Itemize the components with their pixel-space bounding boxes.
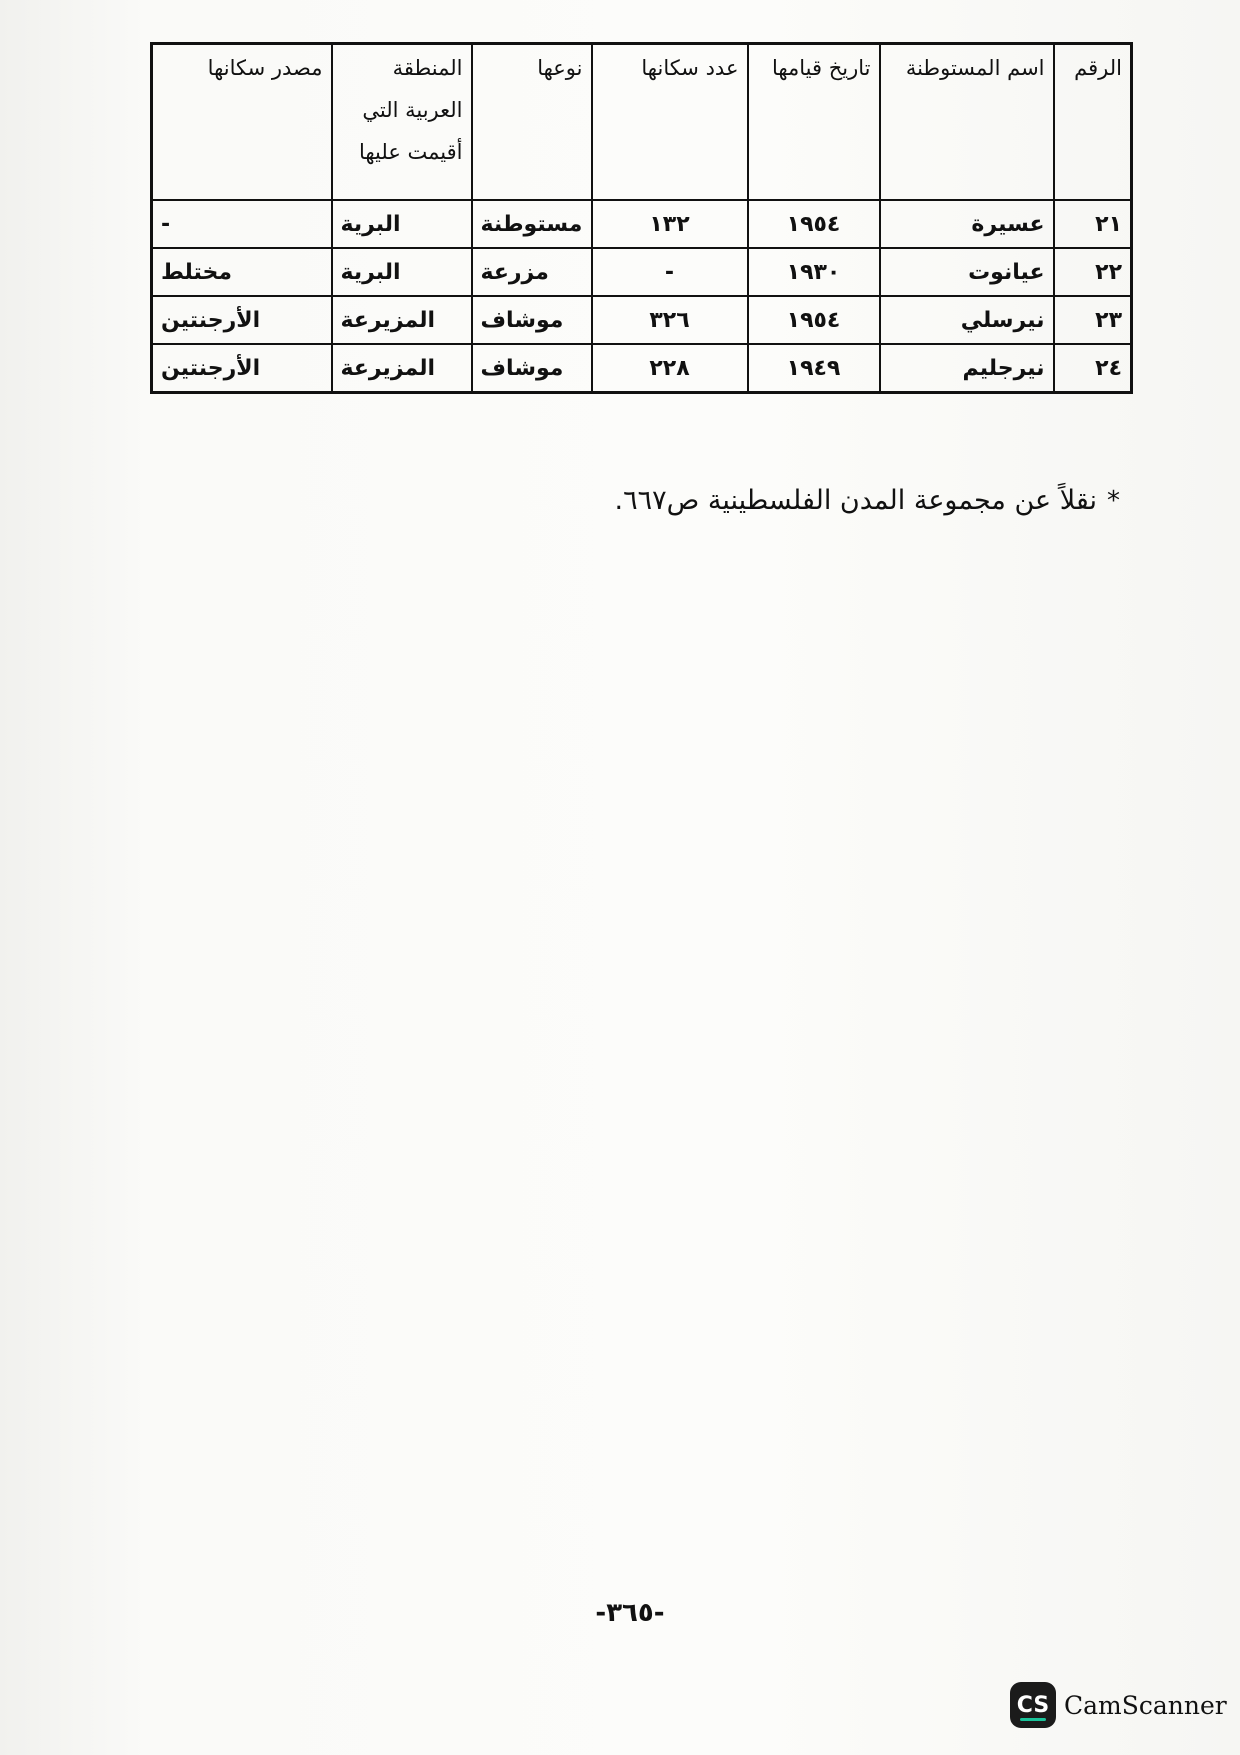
cell-source: الأرجنتين (152, 296, 332, 344)
settlements-table-container (150, 42, 1130, 394)
cell-population: ٣٢٦ (592, 296, 748, 344)
cell-number: ٢٣ (1054, 296, 1132, 344)
cell-source: الأرجنتين (152, 344, 332, 393)
cell-type: موشاف (472, 344, 592, 393)
cell-type: مزرعة (472, 248, 592, 296)
header-settlement-name: اسم المستوطنة (880, 44, 1054, 201)
table-header-row (152, 44, 1132, 201)
cell-area: المزيرعة (332, 344, 472, 393)
note-star: * (1107, 486, 1120, 516)
header-type: نوعها (472, 44, 592, 201)
settlements-table (150, 42, 1133, 394)
header-population: عدد سكانها (592, 44, 748, 201)
camscanner-label: CamScanner (1064, 1690, 1227, 1720)
cell-name: عسيرة (880, 200, 1054, 248)
table-row (152, 296, 1132, 344)
cell-source: - (152, 200, 332, 248)
cell-area: المزيرعة (332, 296, 472, 344)
header-arab-area: المنطقة العربية التي أقيمت عليها (332, 44, 472, 201)
cell-population: ١٣٢ (592, 200, 748, 248)
cell-date: ١٩٤٩ (748, 344, 880, 393)
header-population-source: مصدر سكانها (152, 44, 332, 201)
cell-date: ١٩٣٠ (748, 248, 880, 296)
note-text: نقلاً عن مجموعة المدن الفلسطينية ص٦٦٧. (614, 485, 1097, 516)
camscanner-watermark (1010, 1680, 1227, 1730)
cell-population: - (592, 248, 748, 296)
cell-name: نيرجليم (880, 344, 1054, 393)
page-number: -٣٦٥- (595, 1598, 665, 1628)
camscanner-logo-icon: CS (1010, 1682, 1056, 1728)
header-number: الرقم (1054, 44, 1132, 201)
cell-number: ٢١ (1054, 200, 1132, 248)
cell-type: مستوطنة (472, 200, 592, 248)
cell-date: ١٩٥٤ (748, 200, 880, 248)
table-row (152, 200, 1132, 248)
cell-name: عيانوت (880, 248, 1054, 296)
cell-type: موشاف (472, 296, 592, 344)
table-row (152, 248, 1132, 296)
source-note (520, 485, 1120, 516)
cell-name: نيرسلي (880, 296, 1054, 344)
header-founding-date: تاريخ قيامها (748, 44, 880, 201)
cell-date: ١٩٥٤ (748, 296, 880, 344)
cell-source: مختلط (152, 248, 332, 296)
cell-number: ٢٤ (1054, 344, 1132, 393)
cell-population: ٢٢٨ (592, 344, 748, 393)
cell-area: البرية (332, 248, 472, 296)
table-row (152, 344, 1132, 393)
cell-number: ٢٢ (1054, 248, 1132, 296)
cell-area: البرية (332, 200, 472, 248)
